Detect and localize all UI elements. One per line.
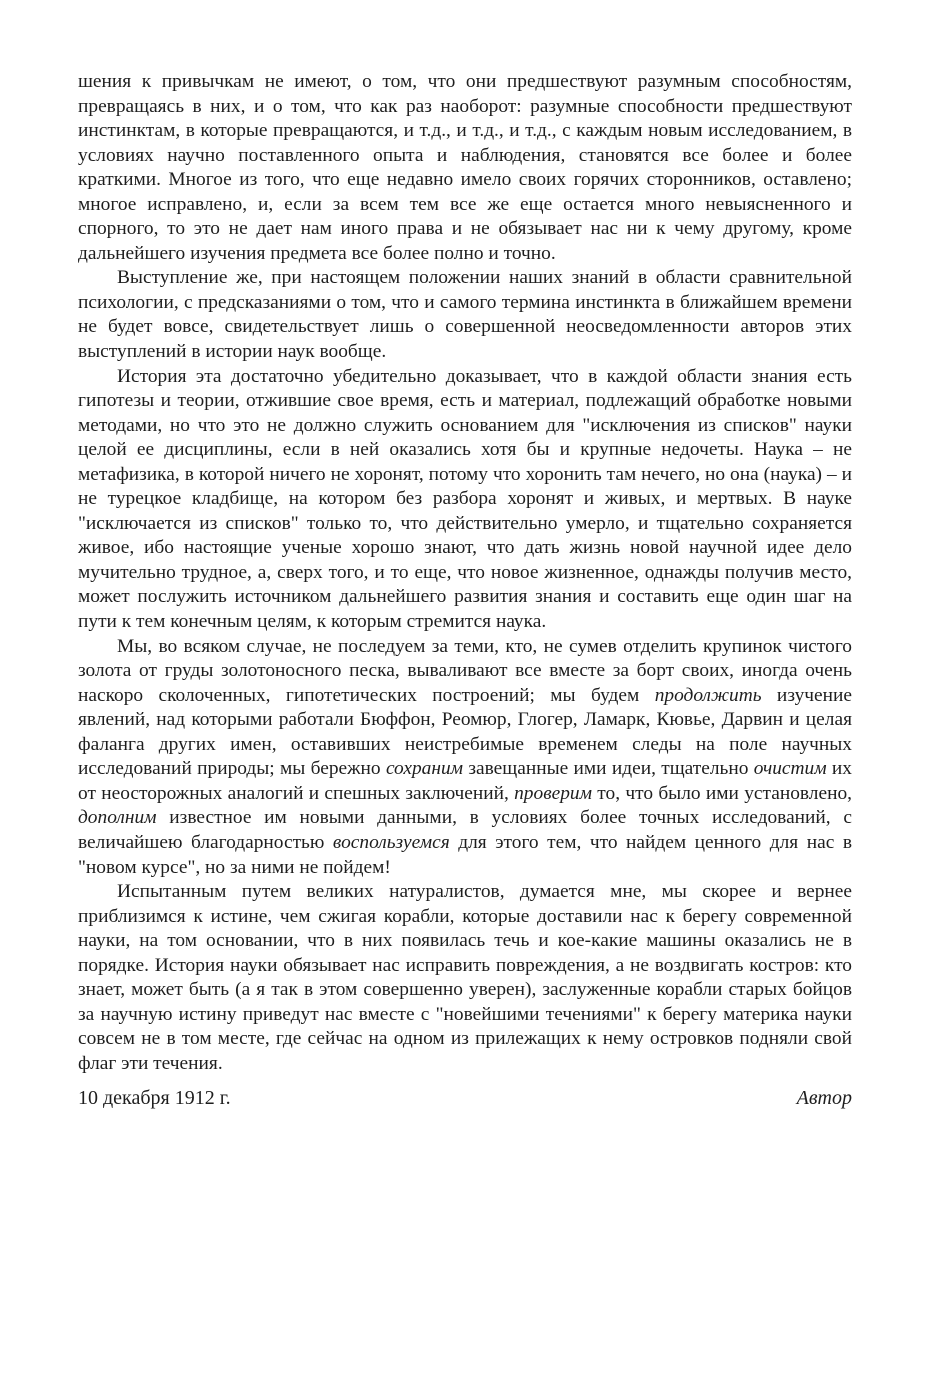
paragraph-text: Выступление же, при настоящем положении наших знаний в области сравнительной психологии, с предсказаниями о том, что и самого термина инстинкта в ближайшем времени не будет вовсе, свидетельствует лишь о совершенной неосведомленности авторов этих выступлений в истории наук вообще. [78,267,852,363]
paragraph-text: Мы, во всяком случае, не последуем за теми, кто, не сумев отделить крупинок чистого золота от груды золотоносного песка, вываливают все вместе за борт своих, иногда очень наскоро сколоченных, гипотетических построений; мы будем [78,635,852,706]
paragraph-1 [78,266,852,364]
footer-date: 10 декабря 1912 г. [78,1087,231,1110]
paragraph-text: шения к привычкам не имеют, о том, что они предшествуют разумным способностям, превращаясь в них, и о том, что как раз наоборот: разумные способности предшествуют инстинктам, в которые превращаются, и т.д., и т.д., и т.д., с каждым новым исследованием, в условиях научно поставленного опыта и наблюдения, становятся все более и более краткими. Многое из того, что еще недавно имело своих горячих сторонников, оставлено; многое исправлено, и, если за всем тем все же еще остается много невыясненного и спорного, то это не дает нам иного права и не обязывает нас ни к чему другому, кроме дальнейшего изучения предмета все более полно и точно. [78,71,852,264]
paragraph-text: известное им новыми данными, в условиях более точных исследований, с величайшею благодарностью [78,807,852,853]
footer-author: Автор [796,1087,852,1110]
paragraph-2 [78,365,852,635]
paragraph-text: изучение явлений, над которыми работали Бюффон, Реомюр, Глогер, Ламарк, Кювье, Дарвин и целая фаланга других имен, оставивших неистребимые временем следы на поле научных исследований природы; мы бережно [78,684,852,780]
paragraph-text: для этого тем, что найдем ценного для нас в "новом курсе", но за ними не пойдем! [78,831,853,878]
paragraph-text: их от неосторожных аналогий и спешных заключений, [78,758,852,804]
emphasis-text: дополним [78,807,157,829]
document-page [78,70,852,1111]
paragraph-text: то, что было ими установлено, [591,782,853,804]
paragraph-4 [78,880,852,1076]
page-footer [78,1086,852,1111]
emphasis-text: проверим [514,782,592,804]
paragraph-text: Испытанным путем великих натуралистов, думается мне, мы скорее и вернее приблизимся к истине, чем сжигая корабли, которые доставили нас к берегу современной науки, на том основании, что в них появилась течь и кое-какие машины оказались не в порядке. История науки обязывает нас исправить повреждения, а не воздвигать костров: кто знает, может быть (а я так в этом совершенно уверен), заслуженные корабли старых бойцов за научную истину приведут нас вместе с "новейшими течениями" к берегу материка науки совсем не в том месте, где сейчас на одном из прилежащих к нему островков подняли свой флаг эти течения. [78,881,852,1074]
emphasis-text: продолжить [654,684,762,706]
paragraph-text: История эта достаточно убедительно доказывает, что в каждой области знания есть гипотезы и теории, отжившие свое время, есть и материал, подлежащий обработке новыми методами, но что это не должно служить основанием для "исключения из списков" науки целой ее дисциплины, если в ней оказались хотя бы и крупные недочеты. Наука – не метафизика, в которой ничего не хоронят, потому что хоронить там нечего, но она (наука) – и не турецкое кладбище, на котором без разбора хоронят и живых, и мертвых. В науке "исключается из списков" только то, что действительно умерло, и тщательно сохраняется живое, ибо настоящие ученые хорошо знают, что дать жизнь новой научной идее дело мучительно трудное, а, сверх того, и то еще, что новое жизненное, однажды получив место, может послужить источником дальнейшего развития знания и составить еще один шаг на пути к тем конечным целям, к которым стремится наука. [78,365,852,633]
paragraph-0 [78,70,852,266]
body-text [78,70,852,1076]
paragraph-3 [78,635,852,880]
emphasis-text: воспользуемся [332,831,450,853]
emphasis-text: сохраним [385,758,464,780]
emphasis-text: очистим [753,758,827,780]
paragraph-text: завещанные ими идеи, тщательно [463,758,754,780]
